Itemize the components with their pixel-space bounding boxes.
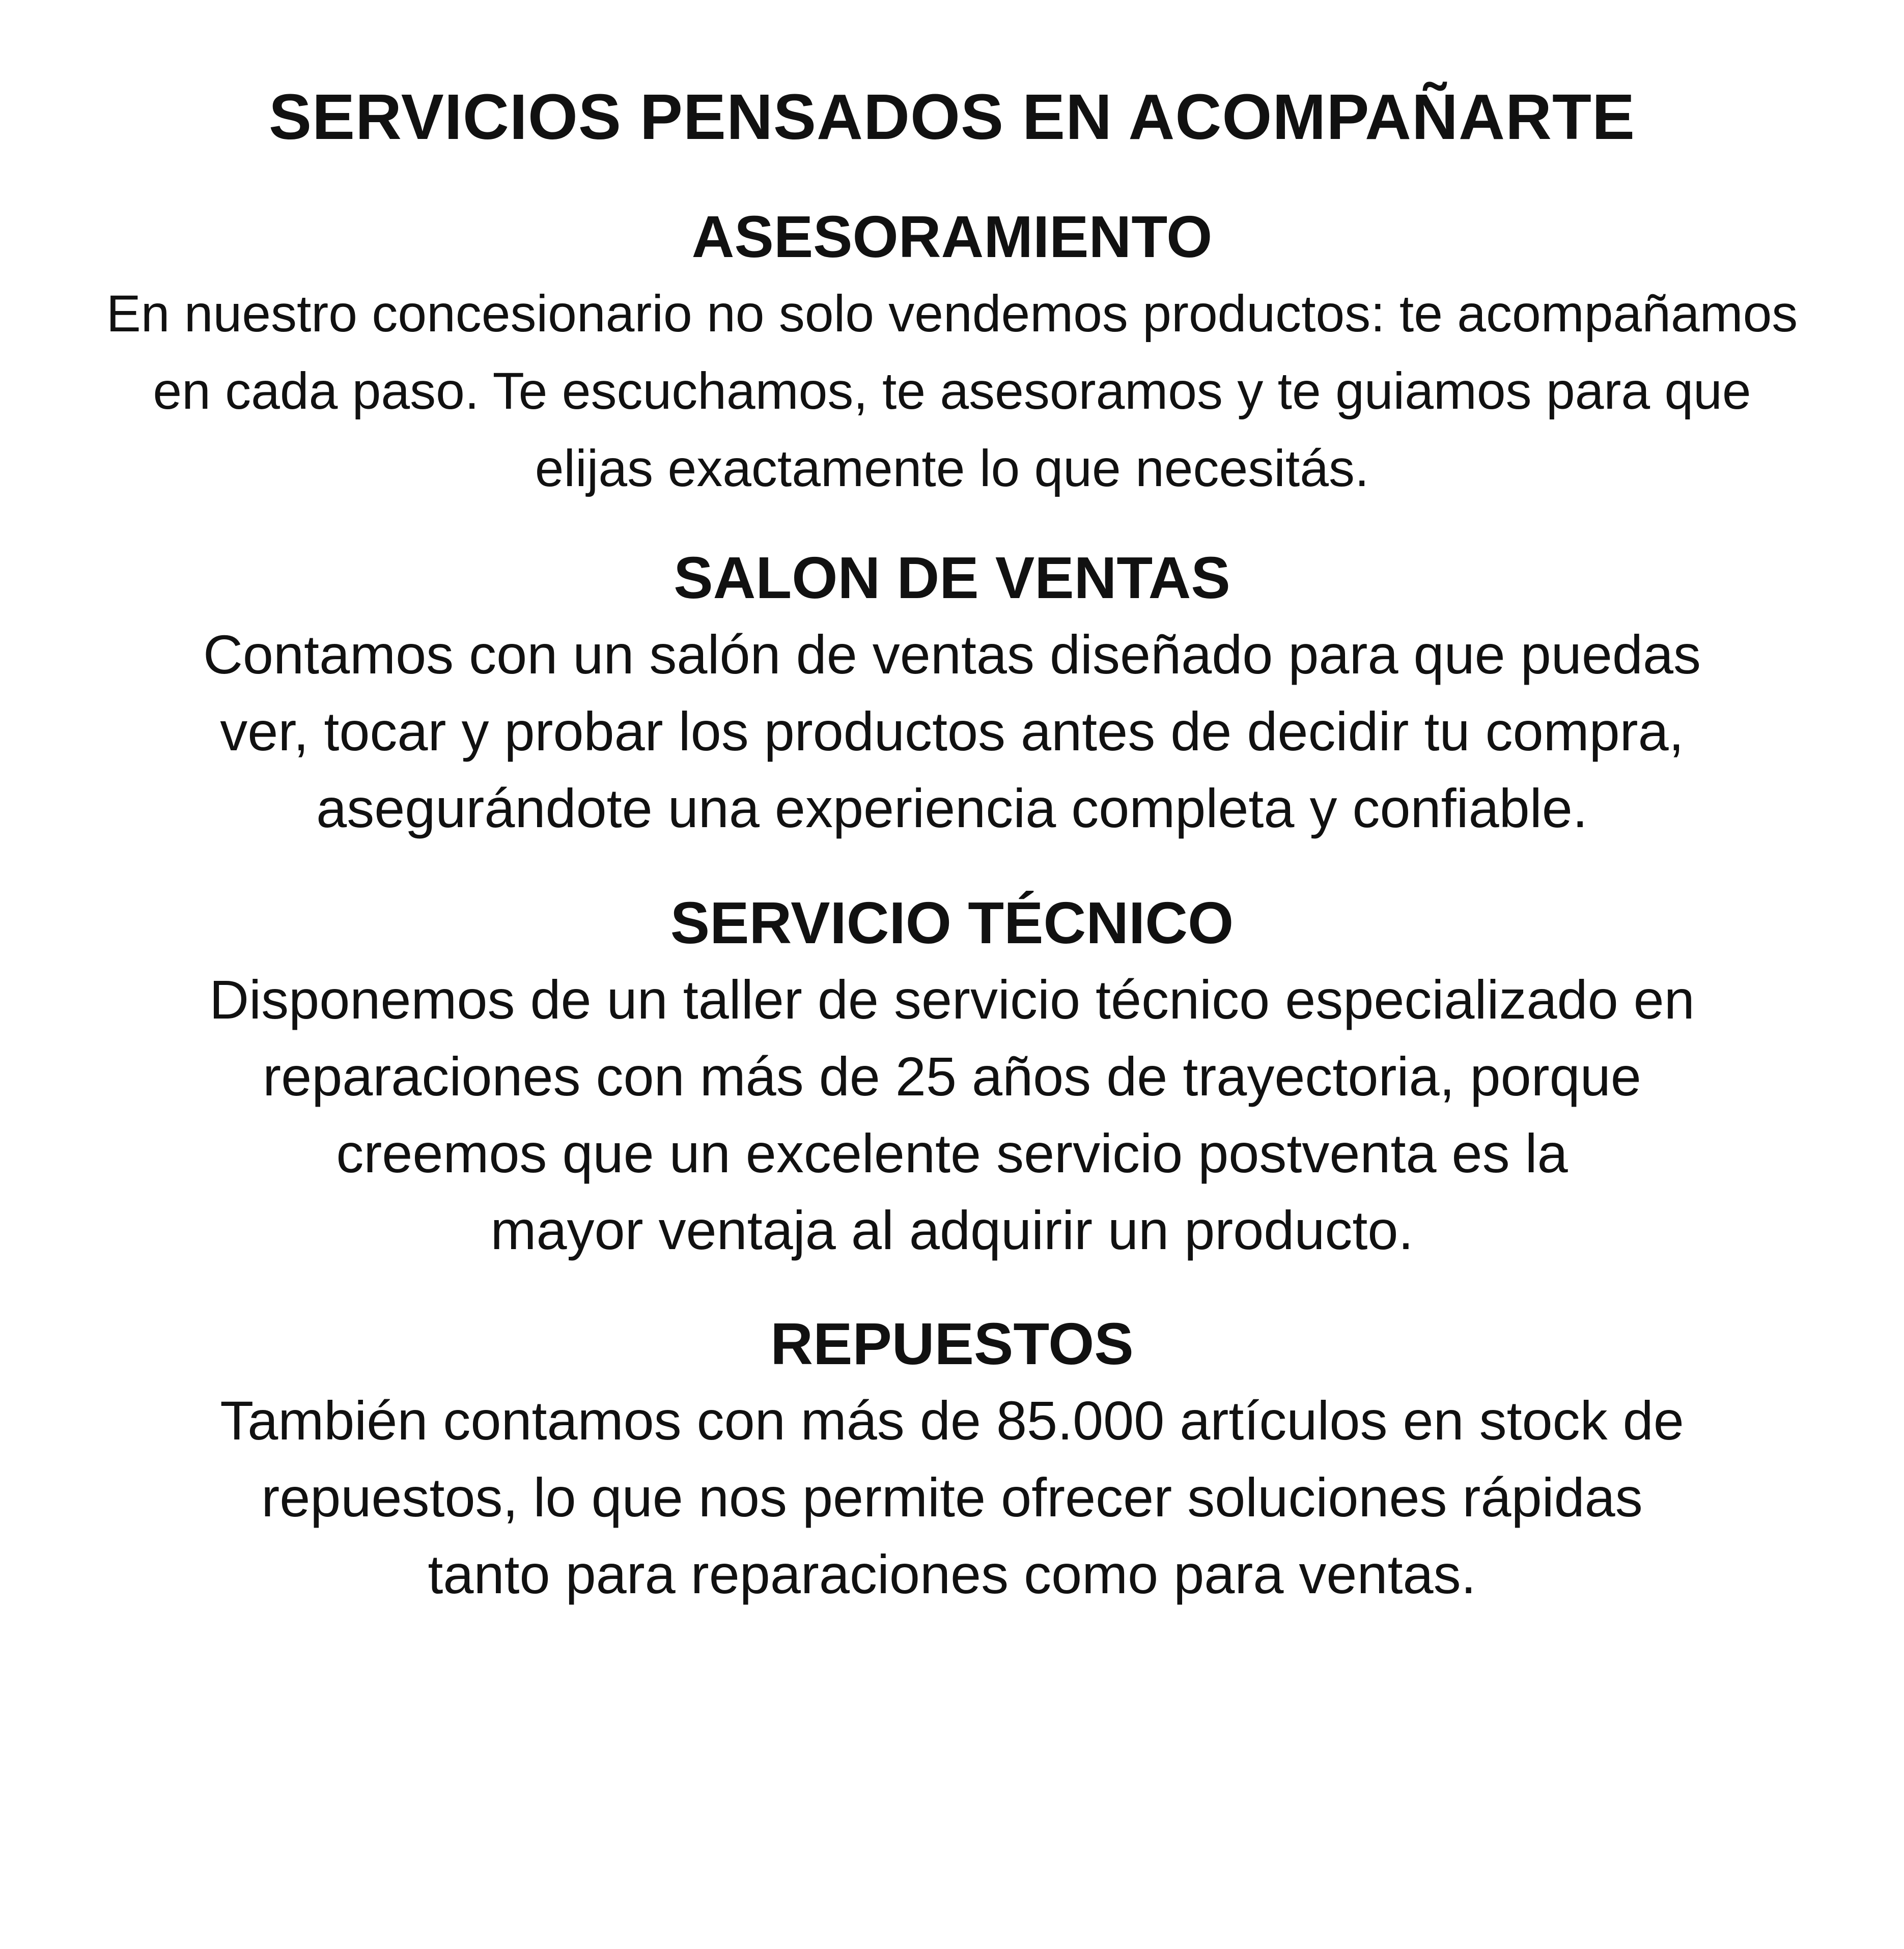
section-heading: SERVICIO TÉCNICO [670,890,1234,956]
section-asesoramiento [20,199,1884,507]
paragraph-line: ver, tocar y probar los productos antes de decidir tu compra, [220,700,1684,762]
section-paragraph [20,1382,1884,1613]
paragraph-line: En nuestro concesionario no solo vendemos productos: te acompañamos [106,285,1798,343]
page-title: SERVICIOS PENSADOS EN ACOMPAÑARTE [268,81,1636,153]
section-servicio-tecnico [20,885,1884,1268]
paragraph-line: asegurándote una experiencia completa y confiable. [316,777,1588,839]
section-heading: REPUESTOS [770,1311,1134,1377]
paragraph-line: Disponemos de un taller de servicio técnico especializado en [209,969,1695,1030]
section-salon-de-ventas [20,540,1884,846]
paragraph-line: creemos que un excelente servicio postventa es la [336,1122,1568,1184]
section-paragraph [20,616,1884,846]
paragraph-line: elijas exactamente lo que necesitás. [535,439,1369,497]
paragraph-line: tanto para reparaciones como para ventas. [428,1543,1476,1605]
paragraph-line: repuestos, lo que nos permite ofrecer soluciones rápidas [261,1466,1643,1528]
paragraph-line: reparaciones con más de 25 años de trayectoria, porque [263,1046,1641,1107]
section-paragraph [20,961,1884,1268]
paragraph-line: mayor ventaja al adquirir un producto. [490,1199,1414,1261]
paragraph-line: También contamos con más de 85.000 artículos en stock de [220,1390,1684,1451]
section-repuestos [20,1306,1884,1613]
paragraph-line: en cada paso. Te escuchamos, te asesoramos y te guiamos para que [153,362,1751,420]
section-paragraph [20,275,1884,507]
section-heading: SALON DE VENTAS [674,545,1230,611]
paragraph-line: Contamos con un salón de ventas diseñado para que puedas [203,624,1701,685]
section-heading: ASESORAMIENTO [691,204,1213,270]
